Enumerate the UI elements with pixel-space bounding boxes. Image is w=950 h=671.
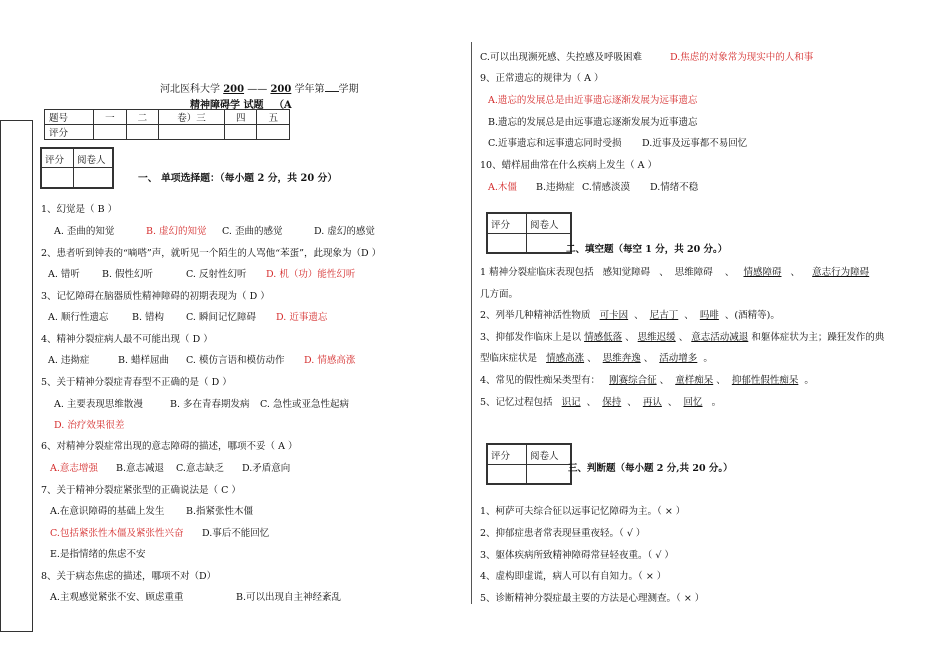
fill-separator: 、 bbox=[724, 267, 735, 278]
exam-label: 试题 bbox=[243, 100, 264, 111]
q6-option-d: D.矛盾意向 bbox=[242, 463, 291, 474]
fill-q3-answer-b: 思维迟缓 bbox=[637, 332, 676, 343]
q7-option-e: E.是指情绪的焦虑不安 bbox=[50, 549, 146, 560]
grader-name-header bbox=[526, 444, 571, 465]
score-cell[interactable] bbox=[126, 125, 158, 140]
q5-stem: 5、关于精神分裂症青春型不正确的是（ D ） bbox=[41, 377, 232, 388]
fill-q3-suffix: 。 bbox=[703, 353, 713, 364]
q4-option-b: B. 蜡样屈曲 bbox=[118, 355, 170, 366]
paper-label: （A bbox=[273, 100, 292, 111]
grader-box-3 bbox=[486, 443, 572, 485]
score-cell[interactable] bbox=[257, 125, 290, 140]
grader-name-label: 阅卷人 bbox=[530, 451, 559, 462]
grader-score-header bbox=[41, 148, 74, 168]
exam-header bbox=[160, 80, 359, 95]
grader-score-label: 评分 bbox=[45, 155, 65, 166]
q8-option-d: D.焦虑的对象常为现实中的人和事 bbox=[670, 52, 814, 63]
university-name: 河北医科大学 bbox=[160, 84, 220, 95]
fill-q3 bbox=[480, 329, 884, 343]
fill-q3-answer-c: 意志活动减退 bbox=[691, 332, 749, 343]
grader-score-header bbox=[487, 213, 527, 234]
grader-name-header bbox=[73, 148, 113, 168]
fill-q5-answer-a: 识记 bbox=[561, 397, 581, 408]
fill-q3-answer-f: 活动增多 bbox=[659, 353, 698, 364]
fill-q3-middle: 和躯体症状为主；躁狂发作的典 bbox=[751, 332, 885, 343]
fill-separator: 、 bbox=[627, 397, 637, 408]
q8-stem: 8、关于病态焦虑的描述，哪项不对（D） bbox=[41, 571, 217, 582]
fill-q3-answer-e: 思维奔逸 bbox=[602, 353, 641, 364]
fill-q5 bbox=[480, 394, 721, 408]
q4-option-a: A. 违拗症 bbox=[48, 355, 90, 366]
fill-q4-answer-a: 刚赛综合征 bbox=[609, 375, 657, 386]
q9-stem: 9、正常遗忘的规律为（ A ） bbox=[480, 73, 604, 84]
grader-box bbox=[40, 147, 114, 189]
fill-q1-answer-d: 意志行为障碍 bbox=[812, 267, 870, 278]
q8-option-b: B.可以出现自主神经紊乱 bbox=[236, 592, 342, 603]
q7-option-c: C.包括紧张性木僵及紧张性兴奋 bbox=[50, 528, 184, 539]
grader-name-label: 阅卷人 bbox=[77, 155, 106, 166]
q10-stem: 10、蜡样屈曲常在什么疾病上发生（ A ） bbox=[480, 160, 657, 171]
fill-q5-suffix: 。 bbox=[711, 397, 722, 408]
q8-option-c: C.可以出现濒死感、失控感及呼吸困难 bbox=[480, 52, 642, 63]
grader-score-header bbox=[487, 444, 527, 465]
fill-q2 bbox=[480, 307, 780, 321]
grader-score-label: 评分 bbox=[491, 451, 511, 462]
fill-q3-line2 bbox=[480, 350, 713, 364]
section2-title bbox=[566, 241, 727, 255]
fill-q4-prefix: 4、常见的假性痴呆类型有： bbox=[480, 375, 601, 386]
fill-separator: 、 bbox=[667, 397, 678, 408]
grader-box-2 bbox=[486, 212, 572, 254]
fill-separator: 、 bbox=[659, 375, 670, 386]
binding-bottom bbox=[0, 631, 32, 632]
binding-top bbox=[0, 120, 32, 121]
fill-separator: 、 bbox=[634, 310, 644, 321]
q5-option-b: B. 多在青春期发病 bbox=[170, 399, 250, 410]
fill-q3-line2-prefix: 型临床症状是 bbox=[480, 353, 538, 364]
fill-q5-answer-b: 保持 bbox=[602, 397, 622, 408]
q1-stem: 1、幻觉是（ B ） bbox=[41, 204, 118, 215]
fill-separator: 、 bbox=[716, 375, 726, 386]
q4-stem: 4、精神分裂症病人最不可能出现（ D ） bbox=[41, 334, 213, 345]
q3-option-b: B. 错构 bbox=[132, 312, 165, 323]
course-name: 精神障碍学 bbox=[190, 100, 240, 111]
score-cell bbox=[159, 110, 225, 125]
q8-option-a: A.主观感觉紧张不安、顾虑重重 bbox=[50, 592, 184, 603]
q5-option-a: A. 主要表现思维散漫 bbox=[54, 399, 143, 410]
judge-q4: 4、虚构即虚谎，病人可以有自知力。（ × ） bbox=[480, 571, 667, 582]
fill-q1-answer-a: 感知觉障碍 bbox=[602, 267, 651, 278]
q10-option-c: C.情感淡漠 bbox=[582, 182, 630, 193]
q6-option-c: C.意志缺乏 bbox=[176, 463, 224, 474]
score-cell: 四 bbox=[224, 110, 256, 125]
q9-option-b: B.遗忘的发展总是由远事遗忘逐渐发展为近事遗忘 bbox=[488, 117, 698, 128]
section2-title-text: 二、填空题（每空 1 分，共 20 分。） bbox=[566, 244, 728, 255]
q2-stem: 2、患者听到钟表的“嘀嗒”声，就听见一个陌生的人骂他“苯蛋”，此现象为（D ） bbox=[41, 248, 382, 259]
score-table bbox=[44, 109, 290, 140]
q3-option-a: A. 顺行性遗忘 bbox=[48, 312, 109, 323]
fill-q1-suffix: 几方面。 bbox=[480, 289, 519, 300]
score-cell[interactable] bbox=[159, 125, 225, 140]
fill-q5-prefix: 5、记忆过程包括 bbox=[480, 397, 553, 408]
q9-option-d: D.近事及远事都不易回忆 bbox=[642, 138, 748, 149]
fill-q5-answer-c: 再认 bbox=[642, 397, 662, 408]
grader-name-cell[interactable] bbox=[526, 233, 571, 253]
judge-q1: 1、柯萨可夫综合征以远事记忆障碍为主。（ × ） bbox=[480, 506, 686, 517]
fill-q4-answer-b: 童样痴呆 bbox=[675, 375, 714, 386]
q1-option-c: C. 歪曲的感觉 bbox=[222, 226, 283, 237]
fill-q2-answer-a: 可卡因 bbox=[599, 310, 629, 321]
q1-option-a: A. 歪曲的知觉 bbox=[54, 226, 115, 237]
q4-option-c: C. 模仿言语和模仿动作 bbox=[186, 355, 285, 366]
q10-option-b: B.违拗症 bbox=[536, 182, 575, 193]
judge-q2: 2、抑郁症患者常表现昼重夜轻。（ √ ） bbox=[480, 528, 646, 539]
fill-separator: 、 bbox=[678, 332, 689, 343]
fill-separator: 、 bbox=[586, 397, 597, 408]
q9-option-c: C.近事遗忘和远事遗忘同时受损 bbox=[488, 138, 622, 149]
score-cell: 五 bbox=[257, 110, 290, 125]
fill-separator: 、 bbox=[625, 332, 635, 343]
fill-q3-prefix: 3、抑郁发作临床上是以 bbox=[480, 332, 582, 343]
grader-name-header bbox=[526, 213, 571, 234]
q10-option-a: A.木僵 bbox=[488, 182, 517, 193]
fill-separator: 、 bbox=[790, 267, 801, 278]
grader-name-cell[interactable] bbox=[73, 167, 113, 188]
section1-title: 一、 单项选择题：（每小题 2 分，共 20 分） bbox=[138, 173, 338, 184]
score-cell[interactable] bbox=[224, 125, 256, 140]
q2-option-d: D. 机（功）能性幻听 bbox=[266, 269, 356, 280]
score-cell: 一 bbox=[94, 110, 126, 125]
score-heading-3: 三 bbox=[196, 113, 206, 124]
grader-score-cell[interactable] bbox=[41, 167, 74, 188]
q9-option-a: A.遗忘的发展总是由近事遗忘逐渐发展为远事遗忘 bbox=[488, 95, 698, 106]
term-suffix: 学期 bbox=[338, 84, 359, 95]
fill-q5-answer-d: 回忆 bbox=[683, 397, 703, 408]
fill-q3-answer-d: 情感高涨 bbox=[546, 353, 585, 364]
fill-q2-prefix: 2、列举几种精神活性物质 bbox=[480, 310, 591, 321]
q10-option-d: D.情绪不稳 bbox=[650, 182, 699, 193]
fill-q3-answer-a: 情感低落 bbox=[584, 332, 623, 343]
fill-separator: 、 bbox=[684, 310, 694, 321]
q4-option-d: D. 情感高涨 bbox=[304, 355, 356, 366]
grader-score-cell[interactable] bbox=[487, 464, 527, 484]
fill-q4-suffix: 。 bbox=[804, 375, 814, 386]
q3-stem: 3、记忆障碍在脑器质性精神障碍的初期表现为（ D ） bbox=[41, 291, 270, 302]
q7-stem: 7、关于精神分裂症紧张型的正确说法是（ C ） bbox=[41, 485, 241, 496]
q6-option-a: A.意志增强 bbox=[50, 463, 98, 474]
q2-option-c: C. 反射性幻听 bbox=[186, 269, 247, 280]
score-cell: 评分 bbox=[45, 125, 94, 140]
fill-q4 bbox=[480, 372, 814, 386]
fill-q2-answer-b: 尼古丁 bbox=[649, 310, 679, 321]
q5-option-c: C. 急性或亚急性起病 bbox=[260, 399, 349, 410]
q6-stem: 6、对精神分裂症常出现的意志障碍的描述，哪项不妥（ A ） bbox=[41, 441, 298, 452]
fill-q4-answer-c: 抑郁性假性痴呆 bbox=[731, 375, 799, 386]
column-divider bbox=[471, 42, 472, 604]
q1-option-d: D. 虚幻的感觉 bbox=[314, 226, 375, 237]
q7-option-b: B.指紧张性木僵 bbox=[186, 506, 254, 517]
fill-q1-answer-c: 情感障碍 bbox=[743, 267, 782, 278]
fill-q2-suffix: 、(酒精等)。 bbox=[724, 310, 780, 321]
grader-name-cell[interactable] bbox=[526, 464, 571, 484]
q7-option-d: D.事后不能回忆 bbox=[202, 528, 270, 539]
q7-option-a: A.在意识障碍的基础上发生 bbox=[50, 506, 165, 517]
score-cell[interactable] bbox=[94, 125, 126, 140]
grader-score-label: 评分 bbox=[491, 220, 511, 231]
year-start: 200 bbox=[223, 84, 245, 95]
fill-separator: 、 bbox=[659, 267, 669, 278]
judge-q3: 3、躯体疾病所致精神障碍常昼轻夜重。（ √ ） bbox=[480, 550, 674, 561]
q2-option-a: A. 错听 bbox=[48, 269, 80, 280]
q6-option-b: B.意志减退 bbox=[116, 463, 165, 474]
q3-option-c: C. 瞬间记忆障碍 bbox=[186, 312, 256, 323]
score-table-row bbox=[45, 110, 290, 125]
score-cell: 二 bbox=[126, 110, 158, 125]
binding-right bbox=[32, 120, 33, 632]
q1-option-b: B. 虚幻的知觉 bbox=[146, 226, 207, 237]
judge-q5: 5、诊断精神分裂症最主要的方法是心理测查。（ × ） bbox=[480, 593, 705, 604]
fill-q1-prefix: 1 精神分裂症临床表现包括 bbox=[480, 267, 594, 278]
fill-q1-answer-b: 思维障碍 bbox=[674, 267, 713, 278]
year-end: 200 bbox=[270, 84, 292, 95]
fill-separator: 、 bbox=[643, 353, 654, 364]
score-table-row bbox=[45, 125, 290, 140]
binding-line bbox=[0, 120, 1, 632]
year-dash: —— bbox=[247, 84, 268, 95]
grader-name-label: 阅卷人 bbox=[530, 220, 559, 231]
q5-option-d: D. 治疗效果很差 bbox=[54, 420, 125, 431]
score-cell: 题号 bbox=[45, 110, 94, 125]
grader-score-cell[interactable] bbox=[487, 233, 527, 253]
q3-option-d: D. 近事遗忘 bbox=[276, 312, 328, 323]
fill-q1 bbox=[480, 264, 869, 278]
paper-suffix: 卷） bbox=[177, 113, 197, 124]
q2-option-b: B. 假性幻听 bbox=[102, 269, 154, 280]
fill-q2-answer-c: 吗啡 bbox=[699, 310, 719, 321]
section3-title: 三、判断题（每小题 2 分,共 20 分。） bbox=[568, 463, 733, 474]
fill-separator: 、 bbox=[587, 353, 597, 364]
year-suffix: 学年第 bbox=[294, 84, 325, 95]
